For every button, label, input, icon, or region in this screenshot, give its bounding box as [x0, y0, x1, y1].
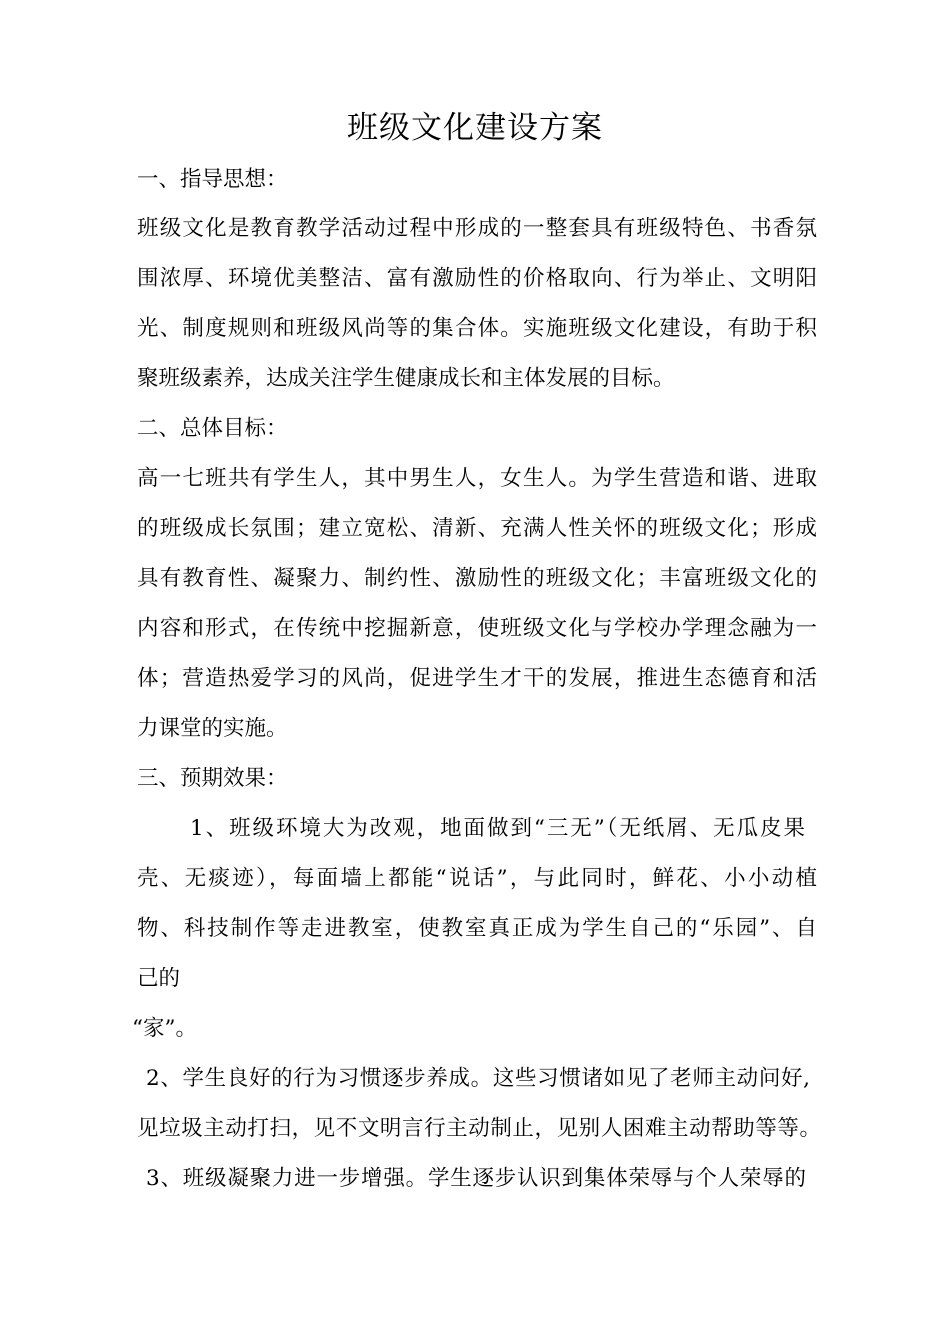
- paragraph-line: 围浓厚、环境优美整洁、富有激励性的价格取向、行为举止、文明阳: [137, 266, 817, 291]
- paragraph-line: 班级文化是教育教学活动过程中形成的一整套具有班级特色、书香氛: [137, 216, 817, 241]
- document-title: 班级文化建设方案: [347, 110, 603, 146]
- paragraph-line: 2、学生良好的行为习惯逐步养成。这些习惯诸如见了老师主动问好,: [146, 1066, 810, 1091]
- paragraph-line: 体；营造热爱学习的风尚，促进学生才干的发展，推进生态德育和活: [137, 666, 817, 691]
- paragraph-line: 聚班级素养，达成关注学生健康成长和主体发展的目标。: [137, 366, 675, 391]
- paragraph-line: 光、制度规则和班级风尚等的集合体。实施班级文化建设，有助于积: [137, 316, 817, 341]
- paragraph-line: 的班级成长氛围；建立宽松、清新、充满人性关怀的班级文化；形成: [137, 516, 817, 541]
- section-heading-2: 二、总体目标：: [137, 416, 288, 441]
- paragraph-line: 具有教育性、凝聚力、制约性、激励性的班级文化；丰富班级文化的: [137, 566, 817, 591]
- paragraph-line: 己的: [137, 966, 181, 991]
- paragraph-line: “家”。: [132, 1016, 197, 1041]
- section-heading-3: 三、预期效果：: [137, 766, 288, 791]
- paragraph-line: 壳、无痰迹），每面墙上都能“说话”，与此同时，鲜花、小小动植: [137, 866, 817, 891]
- paragraph-line: 力课堂的实施。: [137, 716, 288, 741]
- section-heading-1: 一、指导思想：: [137, 167, 288, 192]
- paragraph-line: 高一七班共有学生人，其中男生人，女生人。为学生营造和谐、进取: [137, 466, 817, 491]
- paragraph-line: 物、科技制作等走进教室，使教室真正成为学生自己的“乐园”、自: [137, 916, 817, 941]
- paragraph-line: 1、班级环境大为改观，地面做到“三无”（无纸屑、无瓜皮果: [190, 816, 805, 841]
- paragraph-line: 见垃圾主动打扫，见不文明言行主动制止，见别人困难主动帮助等等。: [137, 1116, 821, 1141]
- paragraph-line: 3、班级凝聚力进一步增强。学生逐步认识到集体荣辱与个人荣辱的: [146, 1166, 806, 1191]
- paragraph-line: 内容和形式，在传统中挖掘新意，使班级文化与学校办学理念融为一: [137, 616, 817, 641]
